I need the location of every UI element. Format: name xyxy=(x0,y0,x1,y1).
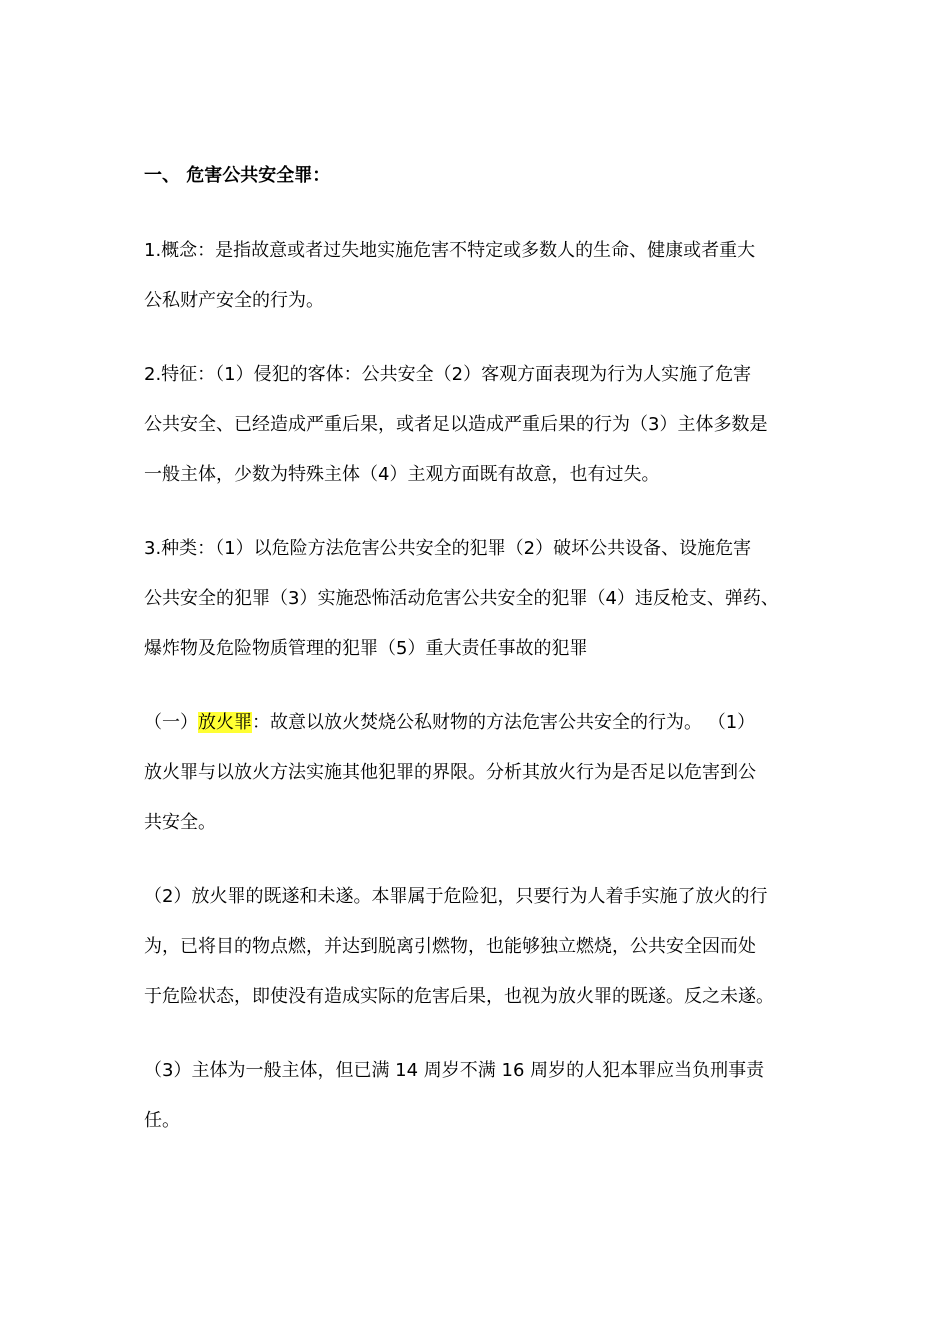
section-heading: 一、 危害公共安全罪： xyxy=(144,165,331,186)
arson-prefix: （一） xyxy=(144,712,198,733)
subject-line-2: 任。 xyxy=(144,1110,180,1131)
arson-line-2: 放火罪与以放火方法实施其他犯罪的界限。分析其放火行为是否足以危害到公 xyxy=(144,762,756,783)
types-line-2: 公共安全的犯罪（3）实施恐怖活动危害公共安全的犯罪（4）违反枪支、弹药、 xyxy=(144,588,779,609)
arson-line-3: 共安全。 xyxy=(144,812,216,833)
subject-line-1: （3）主体为一般主体，但已满 14 周岁不满 16 周岁的人犯本罪应当负刑事责 xyxy=(144,1060,765,1081)
types-line-1: 3.种类：（1）以危险方法危害公共安全的犯罪（2）破坏公共设备、设施危害 xyxy=(144,538,752,559)
arson-line-1 xyxy=(144,710,755,736)
arson-definition: ：故意以放火焚烧公私财物的方法危害公共安全的行为。 （1） xyxy=(252,712,756,733)
features-line-2: 公共安全、已经造成严重后果，或者足以造成严重后果的行为（3）主体多数是 xyxy=(144,414,768,435)
arson-term-highlight: 放火罪 xyxy=(198,712,252,733)
completion-line-3: 于危险状态，即使没有造成实际的危害后果，也视为放火罪的既遂。反之未遂。 xyxy=(144,986,774,1007)
features-line-3: 一般主体，少数为特殊主体（4）主观方面既有故意，也有过失。 xyxy=(144,464,660,485)
concept-line-2: 公私财产安全的行为。 xyxy=(144,290,324,311)
concept-line-1: 1.概念：是指故意或者过失地实施危害不特定或多数人的生命、健康或者重大 xyxy=(144,240,756,261)
completion-line-2: 为，已将目的物点燃，并达到脱离引燃物，也能够独立燃烧，公共安全因而处 xyxy=(144,936,756,957)
features-line-1: 2.特征：（1）侵犯的客体：公共安全（2）客观方面表现为行为人实施了危害 xyxy=(144,364,752,385)
completion-line-1: （2）放火罪的既遂和未遂。本罪属于危险犯，只要行为人着手实施了放火的行 xyxy=(144,886,768,907)
types-line-3: 爆炸物及危险物质管理的犯罪（5）重大责任事故的犯罪 xyxy=(144,638,588,659)
